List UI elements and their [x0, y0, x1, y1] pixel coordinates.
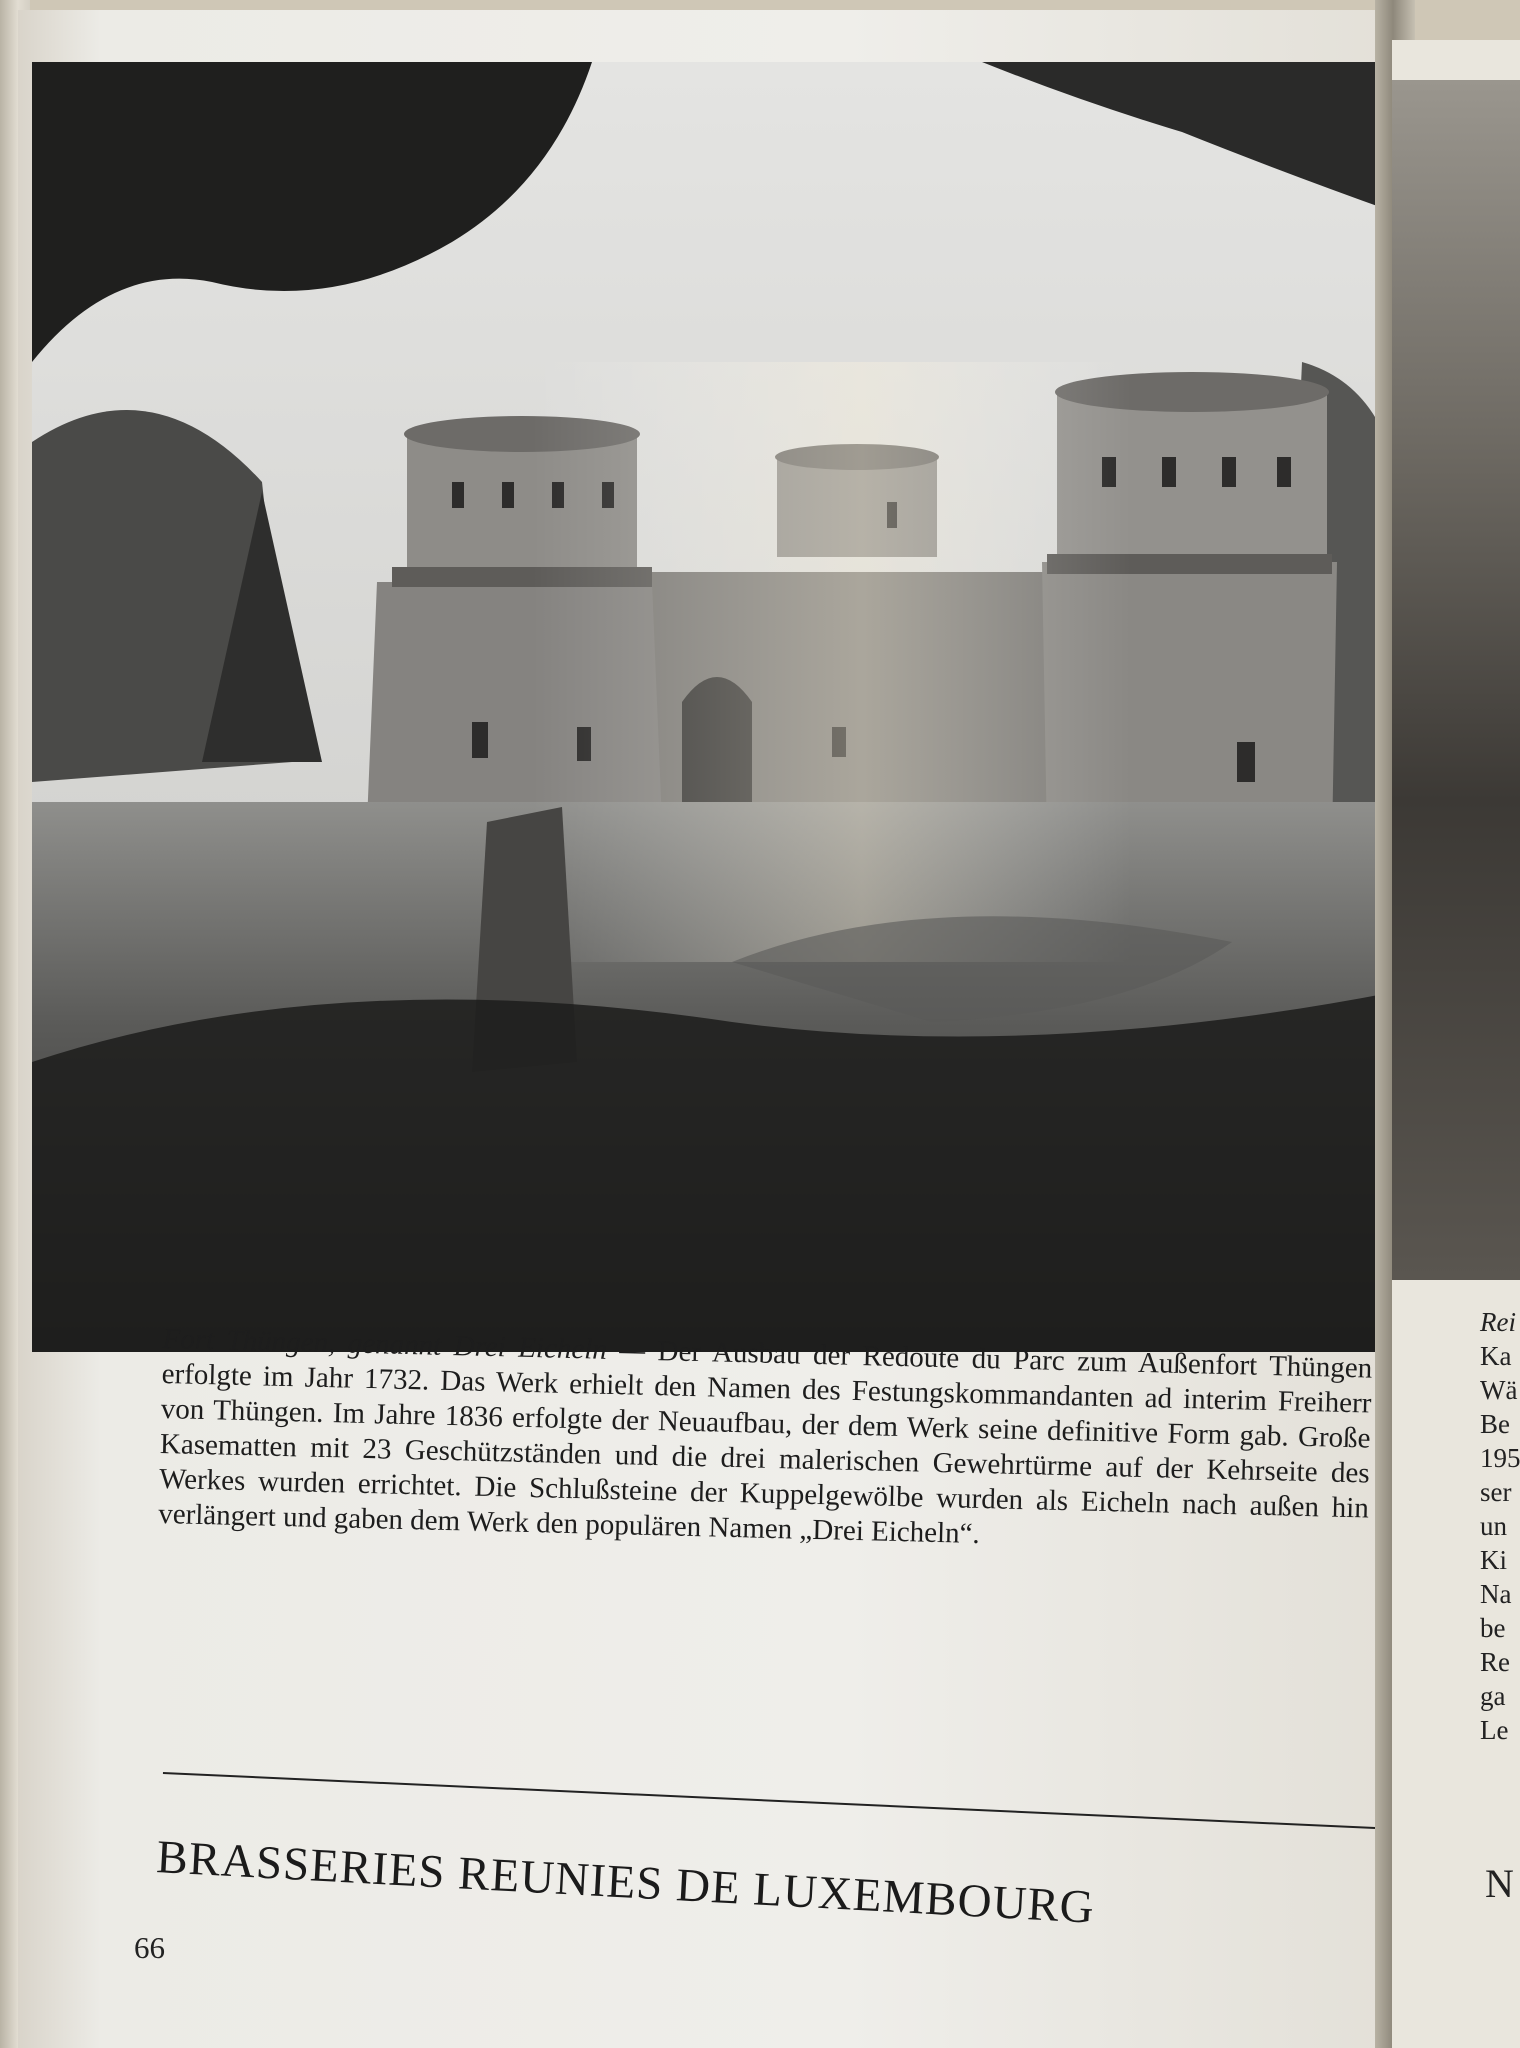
text-fragment: ga: [1480, 1681, 1506, 1711]
text-fragment: Ka: [1480, 1341, 1512, 1371]
text-fragment: ser: [1480, 1477, 1512, 1507]
photo-caption: [158, 1322, 1373, 1562]
book-page-left: [18, 10, 1393, 2048]
text-fragment: 195: [1480, 1443, 1520, 1473]
advertiser-name: BRASSERIES REUNIES DE LUXEMBOURG: [155, 1830, 1097, 1934]
text-fragment: be: [1480, 1613, 1506, 1643]
text-fragment: un: [1480, 1511, 1507, 1541]
text-fragment: Rei: [1480, 1307, 1516, 1337]
caption-title: Fort Thüngen, genannt Drei Eicheln —: [162, 1322, 646, 1367]
text-fragment: Re: [1480, 1647, 1510, 1677]
text-fragment: Wä: [1480, 1375, 1518, 1405]
text-fragment: Le: [1480, 1715, 1509, 1745]
page-number: 66: [134, 1930, 165, 1965]
text-fragment: Na: [1480, 1579, 1512, 1609]
text-fragment: Ki: [1480, 1545, 1507, 1575]
divider-rule: [163, 1772, 1392, 1830]
text-fragment: Be: [1480, 1409, 1510, 1439]
right-page-heading-fragment: N: [1485, 1861, 1514, 1906]
right-page-text-fragments: [1480, 1305, 1520, 1747]
right-page-photograph: [1392, 80, 1520, 1280]
caption-body: Der Ausbau der Redoute du Parc zum Außenfort Thüngen erfolgte im Jahr 1732. Das Werk erhielt den Namen des Festungskommandanten ad interim Freiherr von Thüngen. Im Jahre 1836 erfolgte der Neuaufbau, der dem Werk seine definitive Form gab. Große Kasematten mit 23 Geschützständen und die drei malerischen Gewehrtürme auf der Kehrseite des Werkes wurden errichtet. Die Schlußsteine der Kuppelgewölbe wurden als Eicheln nach außen hin verlängert und gaben dem Werk den populären Namen „Drei Eicheln“.: [157, 1335, 1373, 1551]
fort-thuengen-photograph: [32, 62, 1393, 1352]
